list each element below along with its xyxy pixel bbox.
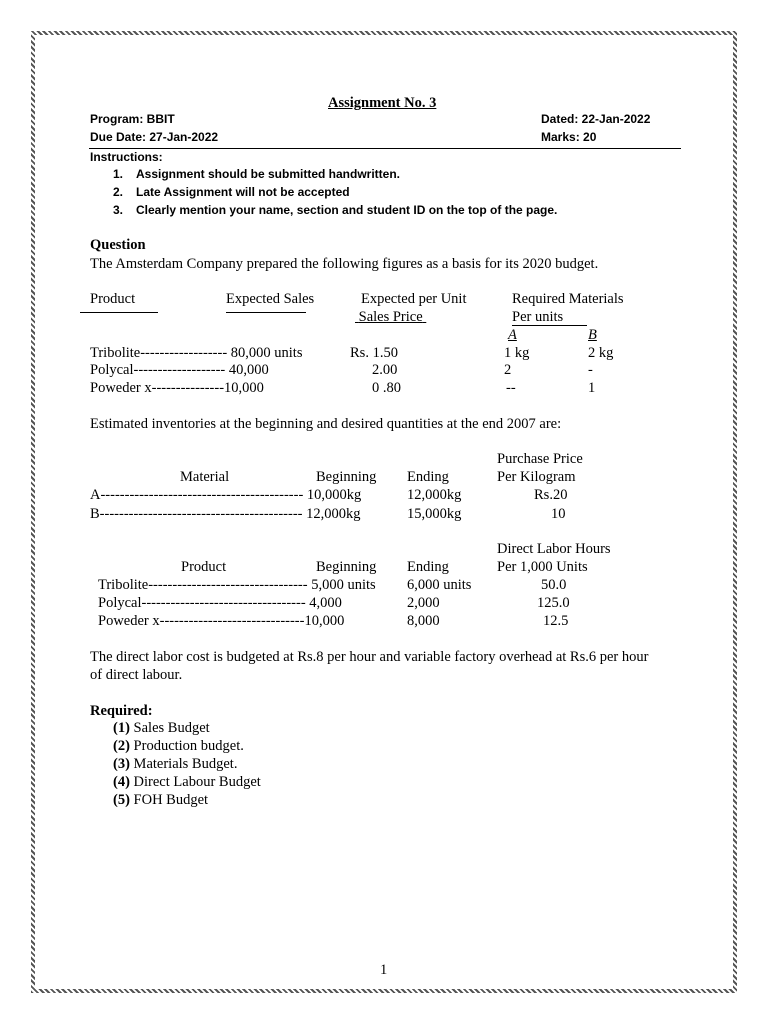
col-header-purchase-price: Purchase Price [497,451,583,467]
table-row-product: Polycal------------------- 40,000 [90,362,269,378]
col-header-per-units: Per units [512,309,564,325]
table-row-product: Poweder x------------------------------10,000 [98,613,345,629]
instructions-heading: Instructions: [90,150,163,164]
instruction-num: 1. [113,167,124,181]
table-cell-a: 2 [504,362,512,378]
underline [512,325,587,326]
cost-note-line: of direct labour. [90,667,183,683]
col-header-product: Product [90,291,136,307]
col-header-beginning: Beginning [316,559,377,575]
table-row-product: Tribolite--------------------------------- 5,000 units [98,577,376,593]
col-header-sales-price: Sales Price [358,309,423,325]
table-row-material: B------------------------------------------ 12,000kg [90,506,361,522]
assignment-title: Assignment No. 3 [328,95,437,111]
required-item: (1) Sales Budget [113,720,210,736]
col-header-ending: Ending [407,469,449,485]
instruction-num: 2. [113,185,124,199]
dated-label: Dated: 22-Jan-2022 [541,112,651,126]
underline [80,312,158,313]
header-rule [89,148,681,149]
table-cell-ending: 12,000kg [407,487,462,503]
col-header-expected-sales: Expected Sales [226,291,315,307]
table-cell-price: 10 [551,506,566,522]
col-header-b: B [588,327,597,343]
program-label: Program: BBIT [90,112,175,126]
question-heading: Question [90,237,146,253]
col-header-per-kilogram: Per Kilogram [497,469,576,485]
table-cell-price: 0 .80 [372,380,401,396]
cost-note-line: The direct labor cost is budgeted at Rs.8 per hour and variable factory overhead at Rs.6 per hour [90,649,649,665]
table-row-product: Tribolite------------------ 80,000 units [90,345,303,361]
due-date-label: Due Date: 27-Jan-2022 [90,130,219,144]
col-header-unit-price: Expected per Unit [361,291,467,307]
table-row-product: Polycal---------------------------------- 4,000 [98,595,342,611]
instruction-item: Clearly mention your name, section and student ID on the top of the page. [136,203,558,217]
table-cell-ending: 15,000kg [407,506,462,522]
table-cell-price: Rs. 1.50 [350,345,398,361]
required-item: (5) FOH Budget [113,792,209,808]
table-cell-a: -- [506,380,516,396]
table-cell-price: 2.00 [372,362,398,378]
required-item: (2) Production budget. [113,738,244,754]
col-header-product: Product [181,559,227,575]
col-header-required-materials: Required Materials [512,291,624,307]
table-cell-b: 1 [588,380,596,396]
marks-label: Marks: 20 [541,130,597,144]
instruction-num: 3. [113,203,124,217]
col-header-direct-labor-hours: Direct Labor Hours [497,541,611,557]
instruction-item: Assignment should be submitted handwritten. [136,167,401,181]
inventory-intro: Estimated inventories at the beginning and desired quantities at the end 2007 are: [90,416,562,432]
table-cell-ending: 6,000 units [407,577,472,593]
table-cell-hours: 125.0 [537,595,570,611]
required-item: (4) Direct Labour Budget [113,774,261,790]
col-header-per-1000-units: Per 1,000 Units [497,559,588,575]
table-cell-b: 2 kg [588,345,614,361]
col-header-material: Material [180,469,230,485]
question-intro: The Amsterdam Company prepared the following figures as a basis for its 2020 budget. [90,256,599,272]
instruction-item: Late Assignment will not be accepted [136,185,350,199]
underline [226,312,306,313]
table-cell-ending: 8,000 [407,613,440,629]
table-cell-hours: 12.5 [543,613,569,629]
table-row-product: Poweder x---------------10,000 [90,380,264,396]
required-item: (3) Materials Budget. [113,756,238,772]
required-heading: Required: [90,703,153,719]
table-cell-b: - [588,362,593,378]
table-cell-hours: 50.0 [541,577,567,593]
col-header-ending: Ending [407,559,449,575]
table-cell-ending: 2,000 [407,595,440,611]
col-header-beginning: Beginning [316,469,377,485]
table-cell-price: Rs.20 [534,487,568,503]
page-number: 1 [380,962,388,978]
table-cell-a: 1 kg [504,345,530,361]
table-row-material: A------------------------------------------ 10,000kg [90,487,362,503]
col-header-a: A [508,327,517,343]
